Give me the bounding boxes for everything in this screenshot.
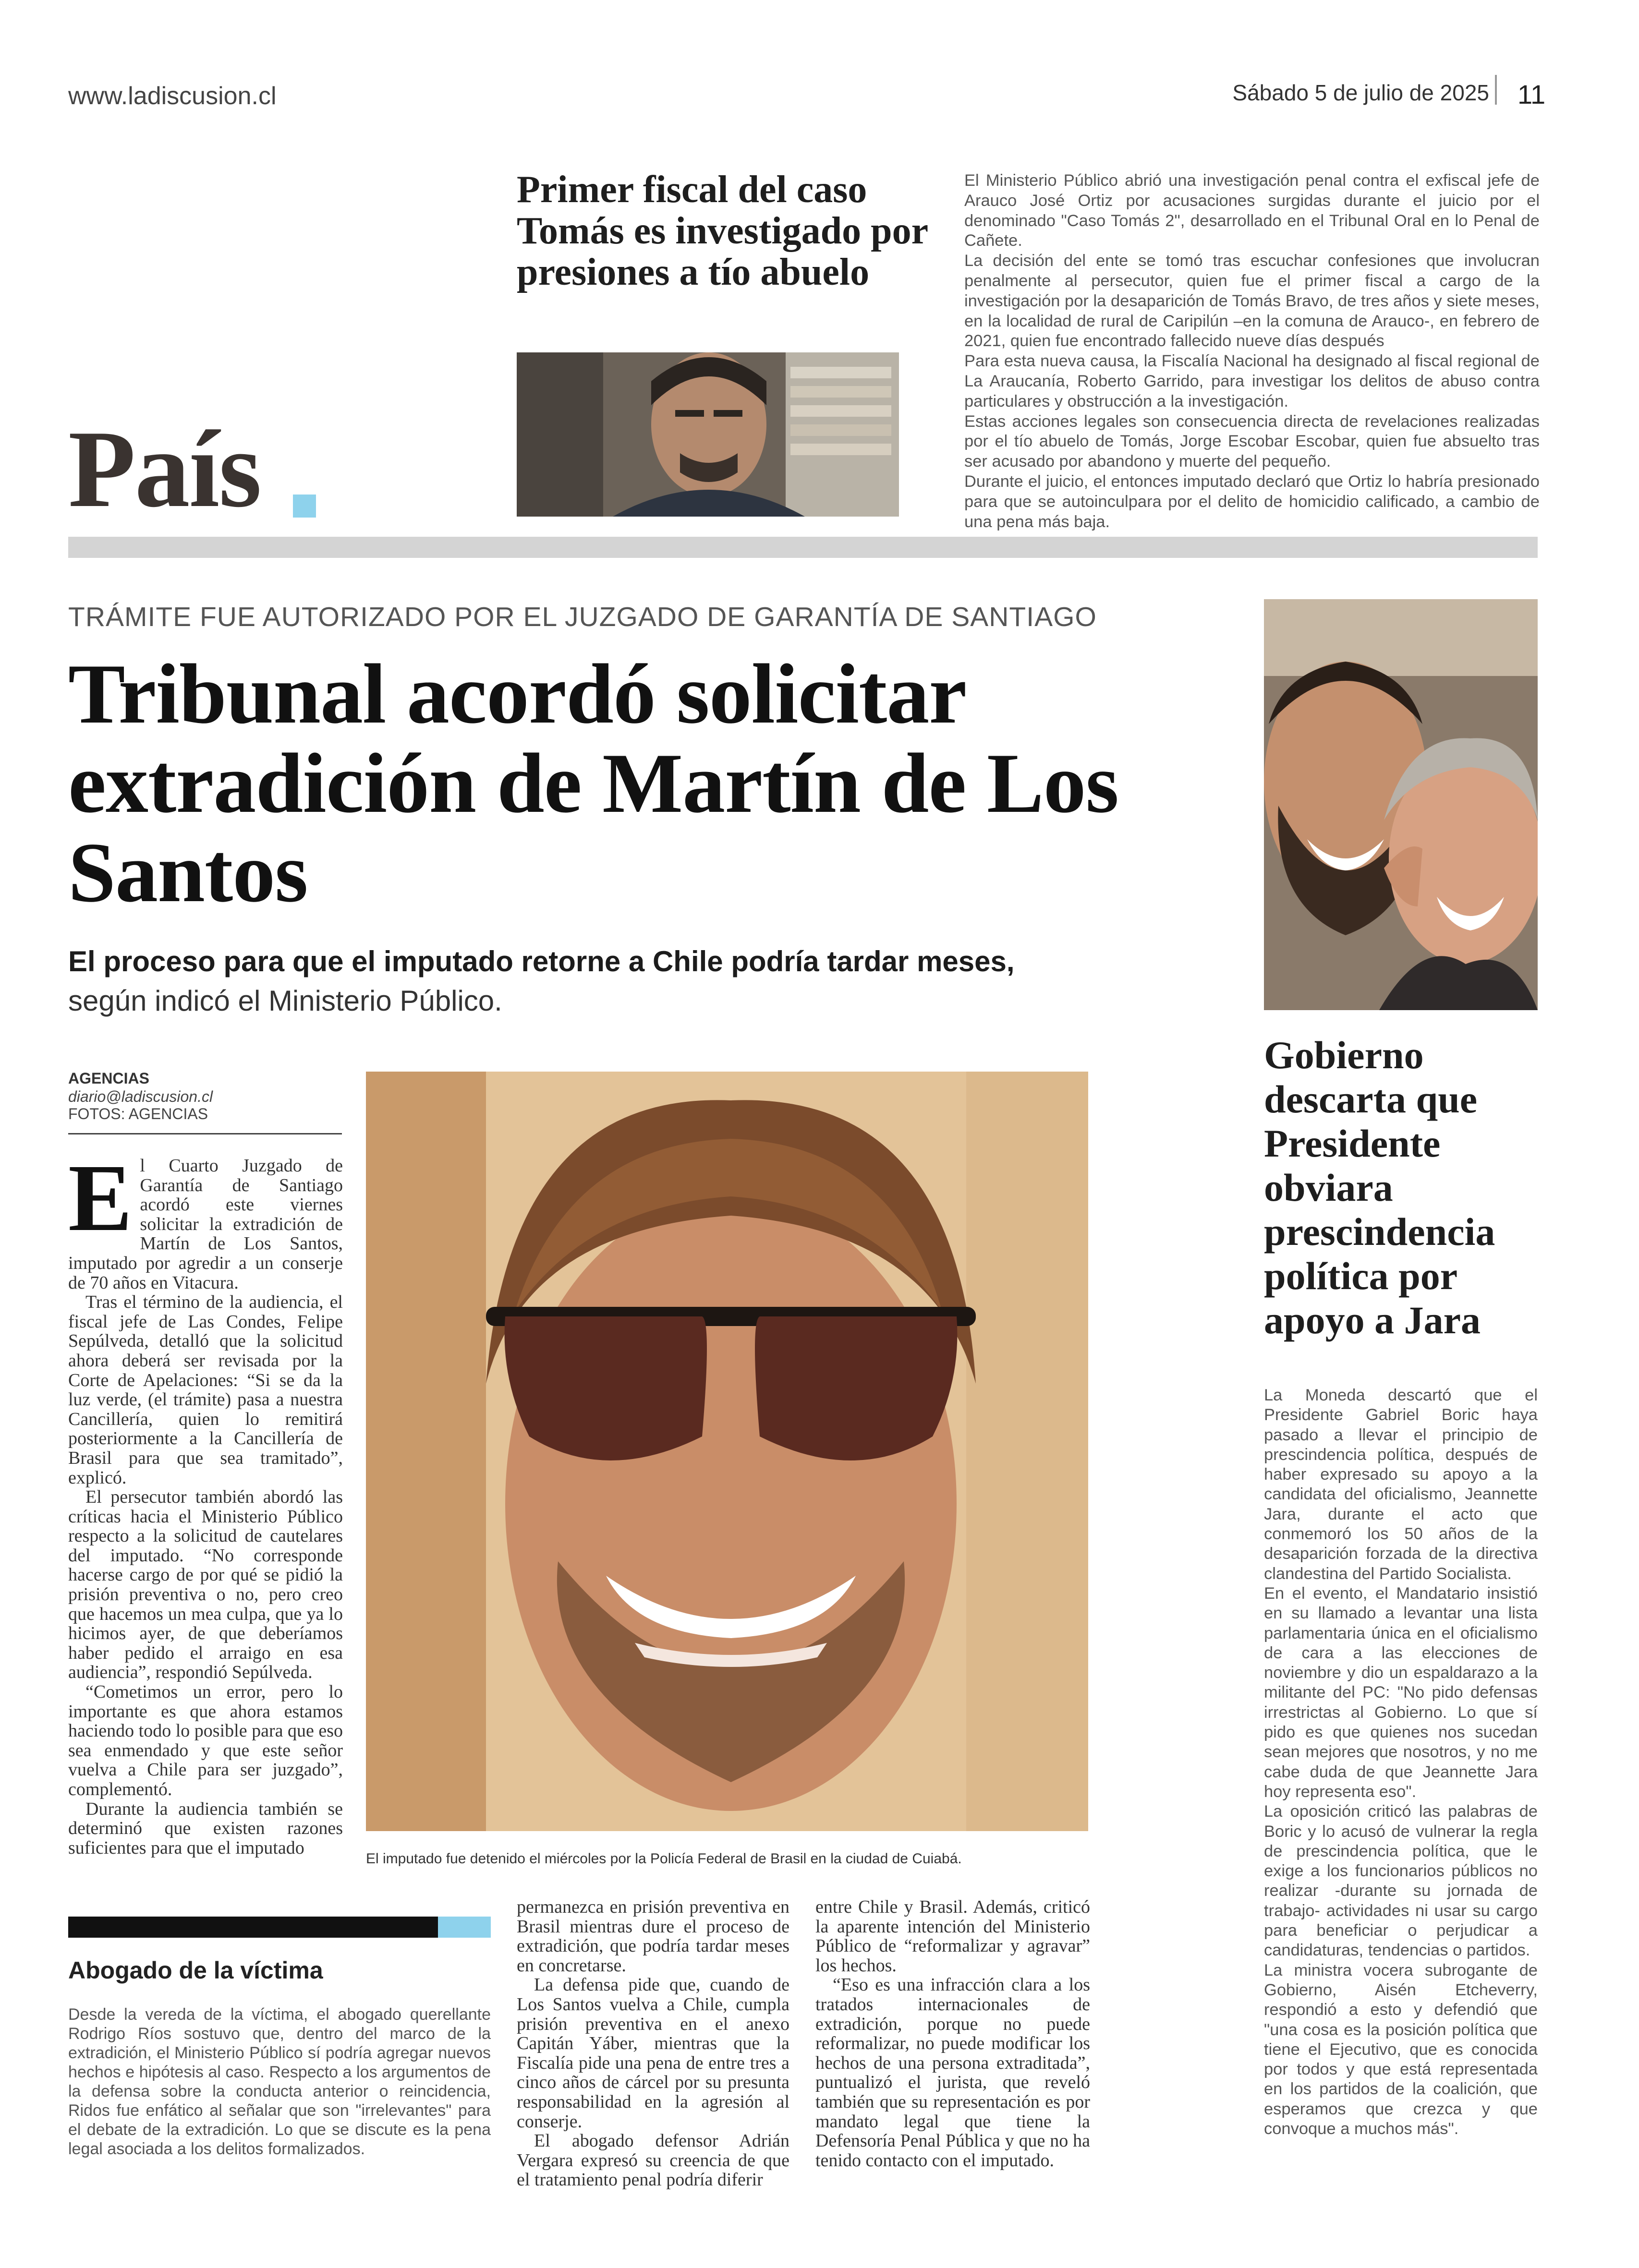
page-date: Sábado 5 de julio de 2025 (1232, 80, 1489, 105)
teaser-photo-illustration (517, 352, 899, 517)
page-number: 11 (1518, 79, 1546, 109)
article-paragraph: La defensa pide que, cuando de Los Santos vuelva a Chile, cumpla prisión preventiva en el anexo Capitán Yáber, mientras que la Fiscalía pide una pena de entre tres a cinco años de cárcel por su presunta responsabilidad en la agresión al conserje. (517, 1975, 789, 2132)
byline-email[interactable]: diario@ladiscusion.cl (68, 1088, 213, 1105)
article-paragraph: “Cometimos un error, pero lo importante es que ahora estamos haciendo todo lo posible para que eso sea enmendado y que este señor vuelva a Chile para ser juzgado”, complementó. (68, 1682, 343, 1799)
article-paragraph: El persecutor también abordó las críticas hacia el Ministerio Público respecto a la solicitud de cautelares del imputado. “No corresponde hacerse cargo de por qué se pidió la prisión preventiva o no, pero creo que hacemos un mea culpa, que ya lo hicimos ayer, de que deberíamos haber pedido el arraigo en esa audiencia”, respondió Sepúlveda. (68, 1487, 343, 1683)
sidebar-paragraph: La ministra vocera subrogante de Gobierno, Aisén Etcheverry, respondió a esto y defendió que "una cosa es la posición política que tiene el Ejecutivo, que es conocida por todos y que está representada en los partidos de la coalición, que esperamos que crezca y que convoque a muchos más". (1264, 1961, 1538, 2138)
article-paragraph: permanezca en prisión preventiva en Brasil mientras dure el proceso de extradición, que podría tardar meses en concretarse. (517, 1897, 789, 1976)
byline-agency: AGENCIAS (68, 1070, 149, 1087)
byline-rule (68, 1133, 342, 1134)
article-paragraph: Tras el término de la audiencia, el fiscal jefe de Las Condes, Felipe Sepúlveda, detalló que la solicitud ahora deberá ser revisada por la Corte de Apelaciones: “Si se da la luz verde, (el trámite) pasa a nuestra Cancillería, quien lo remitirá posteriormente a la Cancillería de Brasil para que sea tramitado”, explicó. (68, 1292, 343, 1488)
byline-photo-credit: FOTOS: AGENCIAS (68, 1105, 208, 1122)
teaser-paragraph: Estas acciones legales son consecuencia directa de revelaciones realizadas por el tío abuelo de Tomás, Jorge Escobar Escobar, quien fue absuelto tras ser acusado por abandono y muerte del pequeño. (964, 412, 1540, 471)
lede-bold: El proceso para que el imputado retorne a Chile podría tardar meses, (68, 945, 1015, 977)
article-paragraph: l Cuarto Juzgado de Garantía de Santiago acordó este viernes solicitar la extradición de Martín de Los Santos, imputado por agredir a un conserje de 70 años en Vitacura. (68, 1156, 343, 1293)
article-paragraph: El abogado defensor Adrián Vergara expresó su creencia de que el tratamiento penal podría diferir (517, 2131, 789, 2190)
article-kicker: TRÁMITE FUE AUTORIZADO POR EL JUZGADO DE GARANTÍA DE SANTIAGO (68, 602, 1097, 632)
date-separator (1495, 75, 1497, 105)
teaser-body (964, 171, 1540, 532)
article-column-1 (68, 1145, 343, 1858)
sidebar-photo-illustration (1264, 599, 1538, 1010)
teaser-paragraph: Durante el juicio, el entonces imputado declaró que Ortiz lo habría presionado para que se autoinculpara por el delito de homicidio calificado, a cambio de una pena más baja. (964, 472, 1540, 531)
box-header-bar (68, 1917, 438, 1938)
article-lede (68, 942, 1048, 1021)
teaser-paragraph: La decisión del ente se tomó tras escuchar confesiones que involucran penalmente al persecutor, quien fue el primer fiscal a cargo de la investigación por la desaparición de Tomás Bravo, de tres años y siete meses, en la localidad de rural de Caripilún –en la comuna de Arauco-, en febrero de 2021, quien fue encontrado fallecido nueve días después (964, 252, 1540, 350)
teaser-headline: Primer fiscal del caso Tomás es investigado por presiones a tío abuelo (517, 169, 928, 293)
article-column-3 (517, 1897, 789, 2190)
article-column-4 (815, 1897, 1090, 2170)
teaser-paragraph: Para esta nueva causa, la Fiscalía Nacional ha designado al fiscal regional de La Araucanía, Roberto Garrido, para investigar los delitos de abuso contra particulares y obstrucción a la investigación. (964, 352, 1540, 410)
sidebar-body (1264, 1386, 1538, 2139)
article-headline: Tribunal acordó solicitar extradición de Martín de Los Santos (68, 646, 1118, 920)
article-paragraph: entre Chile y Brasil. Además, criticó la aparente intención del Ministerio Público de “reformalizar y agravar” los hechos. (815, 1897, 1090, 1976)
box-title: Abogado de la víctima (68, 1957, 323, 1984)
sidebar-headline: Gobierno descarta que Presidente obviara prescindencia política por apoyo a Jara (1264, 1033, 1495, 1342)
sidebar-paragraph: La oposición criticó las palabras de Boric y lo acusó de vulnerar la regla de prescindencia política, que le exige a los funcionarios públicos no realizar -durante su jornada de trabajo- actividades ni usar su cargo para beneficiar o perjudicar a candidaturas, tendencias o partidos. (1264, 1802, 1538, 1960)
article-paragraph: “Eso es una infracción clara a los tratados internacionales de extradición, porque no puede reformalizar, no puede modificar los hechos de una persona extraditada”, puntualizó el jurista, que reveló también que su representación es por mandato legal que tiene la Defensoría Penal Pública y que no ha tenido contacto con el imputado. (815, 1975, 1090, 2171)
sidebar-paragraph: La Moneda descartó que el Presidente Gabriel Boric haya pasado a llevar el principio de prescindencia política, después de haber expresado su apoyo a la candidata del oficialismo, Jeannette Jara, durante el acto que conmemoró los 50 años de la desaparición forzada de la directiva clandestina del Partido Socialista. (1264, 1386, 1538, 1583)
teaser-paragraph: El Ministerio Público abrió una investigación penal contra el exfiscal jefe de Arauco José Ortiz por acusaciones surgidas durante el juicio por el denominado "Caso Tomás 2", desarrollado en el Tribunal Oral en lo Penal de Cañete. (964, 171, 1540, 250)
box-header-accent (438, 1917, 491, 1938)
drop-cap: E (68, 1145, 133, 1251)
section-title: País (68, 408, 261, 530)
box-body: Desde la vereda de la víctima, el abogado querellante Rodrigo Ríos sostuvo que, dentro del marco de la extradición, el Ministerio Público sí podría agregar nuevos hechos e hipótesis al caso. Respecto a los argumentos de la defensa sobre la conducta anterior o reincidencia, Ridos fue enfático al señalar que son "irrelevantes" para el debate de la extradición. Lo que se discute es la pena legal asociada a los delitos formalizados. (68, 2005, 491, 2158)
photo-caption: El imputado fue detenido el miércoles por la Policía Federal de Brasil en la ciudad de Cuiabá. (366, 1851, 962, 1867)
main-photo-defendant (366, 1072, 1088, 1831)
sidebar-paragraph: En el evento, el Mandatario insistió en su llamado a levantar una lista parlamentaria única en el oficialismo de cara a las elecciones de noviembre y dio un espaldarazo a la militante del PC: "No pido defensas irrestrictas al Gobierno. Lo que sí pido es que quienes nos sucedan sean mejores que nosotros, y no me cabe duda de que Jeannette Jara hoy representa eso". (1264, 1584, 1538, 1801)
teaser-photo-prosecutor (517, 352, 899, 517)
main-photo-illustration (366, 1072, 1088, 1831)
lede-rest: según indicó el Ministerio Público. (68, 985, 502, 1017)
section-divider-band (68, 537, 1538, 558)
section-accent-square (293, 495, 316, 518)
article-paragraph: Durante la audiencia también se determinó que existen razones suficientes para que el imputado (68, 1798, 343, 1858)
sidebar-photo (1264, 599, 1538, 1010)
site-url[interactable]: www.ladiscusion.cl (68, 82, 277, 110)
